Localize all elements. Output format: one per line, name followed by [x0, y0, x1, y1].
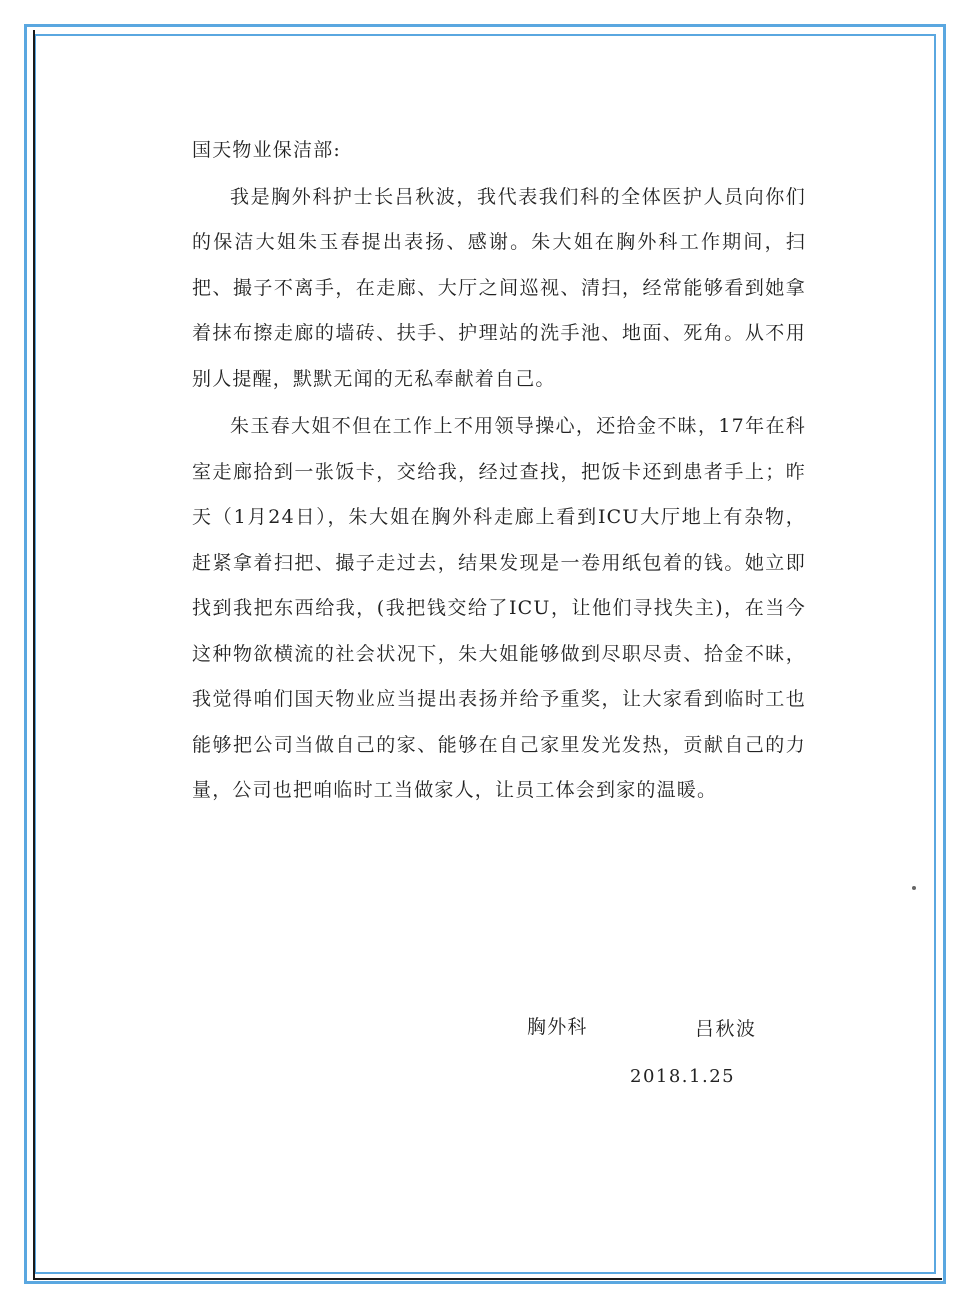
salutation: 国天物业保洁部:: [192, 139, 342, 161]
letter-body: [192, 128, 806, 816]
paragraph-honesty: 朱玉春大姐不但在工作上不用领导操心，还拾金不昧，17年在科室走廊拾到一张饭卡，交给我，经过查找，把饭卡还到患者手上；昨天（1月24日），朱大姐在胸外科走廊上看到ICU大厅地上有杂物，赶紧拿着扫把、撮子走过去，结果发现是一卷用纸包着的钱。她立即找到我把东西给我，(我把钱交给了ICU，让他们寻找失主)，在当今这种物欲横流的社会状况下，朱大姐能够做到尽职尽责、拾金不昧，我觉得咱们国天物业应当提出表扬并给予重奖，让大家看到临时工也能够把公司当做自己的家、能够在自己家里发光发热，贡献自己的力量，公司也把咱临时工当做家人，让员工体会到家的温暖。: [192, 415, 806, 801]
scan-speck: [912, 886, 916, 890]
signature-date: 2018.1.25: [630, 1066, 736, 1087]
signature-name: 吕秋波: [695, 1018, 757, 1040]
signature-department: 胸外科: [527, 1016, 588, 1038]
paragraph-praise: 我是胸外科护士长吕秋波，我代表我们科的全体医护人员向你们的保洁大姐朱玉春提出表扬、感谢。朱大姐在胸外科工作期间，扫把、撮子不离手，在走廊、大厅之间巡视、清扫，经常能够看到她拿着抹布擦走廊的墙砖、扶手、护理站的洗手池、地面、死角。从不用别人提醒，默默无闻的无私奉献着自己。: [192, 185, 806, 390]
